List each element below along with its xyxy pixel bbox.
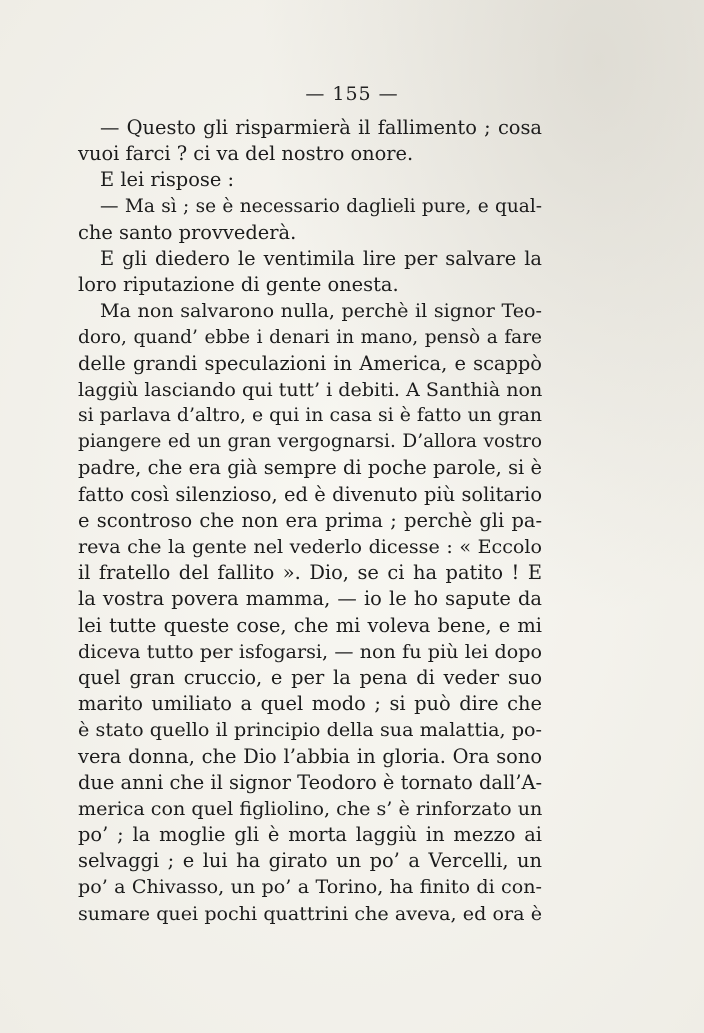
text-line: loro riputazione di gente onesta. bbox=[78, 273, 399, 297]
text-line: è stato quello il principio della sua malattia, po- bbox=[78, 718, 542, 742]
text-line: reva che la gente nel vederlo dicesse : « Eccolo bbox=[78, 535, 542, 558]
text-line: Ma non salvarono nulla, perchè il signor Teo- bbox=[100, 299, 542, 323]
text-line: laggiù lasciando qui tutt’ i debiti. A Santhià non bbox=[78, 377, 543, 401]
text-line: il fratello del fallito ». Dio, se ci ha patito ! E bbox=[78, 561, 542, 585]
text-line: e scontroso che non era prima ; perchè gli pa- bbox=[78, 508, 542, 532]
text-line: sumare quei pochi quattrini che aveva, ed ora è bbox=[78, 901, 542, 925]
text-line: marito umiliato a quel modo ; si può dire che bbox=[78, 692, 542, 716]
text-line: po’ a Chivasso, un po’ a Torino, ha finito di con- bbox=[78, 875, 542, 899]
text-line: fatto così silenzioso, ed è divenuto più solitario bbox=[78, 482, 542, 506]
text-line: due anni che il signor Teodoro è tornato dall’A- bbox=[78, 770, 543, 794]
text-line: po’ ; la moglie gli è morta laggiù in mezzo ai bbox=[78, 823, 542, 847]
text-line: la vostra povera mamma, — io le ho sapute da bbox=[78, 587, 542, 611]
text-line: delle grandi speculazioni in America, e scappò bbox=[78, 351, 542, 375]
page-number: — 155 — bbox=[305, 83, 399, 105]
text-line: — Questo gli risparmierà il fallimento ; cosa bbox=[100, 116, 542, 139]
text-line: lei tutte queste cose, che mi voleva bene, e mi bbox=[78, 613, 542, 637]
text-line: doro, quand’ ebbe i denari in mano, pensò a fare bbox=[78, 326, 542, 348]
text-line: E gli diedero le ventimila lire per salvare la bbox=[100, 246, 542, 270]
text-line: vera donna, che Dio l’abbia in gloria. Ora sono bbox=[78, 744, 542, 768]
text-line: — Ma sì ; se è necessario daglieli pure, e qual- bbox=[100, 195, 542, 217]
text-line: vuoi farci ? ci va del nostro onore. bbox=[78, 142, 414, 166]
text-line: si parlava d’altro, e qui in casa si è fatto un gran bbox=[78, 405, 542, 427]
text-line: E lei rispose : bbox=[100, 168, 234, 192]
text-line: quel gran cruccio, e per la pena di veder suo bbox=[78, 665, 542, 689]
text-line: che santo provvederà. bbox=[78, 220, 297, 244]
text-line: selvaggi ; e lui ha girato un po’ a Vercelli, un bbox=[78, 849, 542, 873]
text-line: piangere ed un gran vergognarsi. D’allora vostro bbox=[78, 431, 542, 453]
body-text bbox=[78, 115, 542, 927]
text-line: diceva tutto per isfogarsi, — non fu più lei dopo bbox=[78, 639, 542, 663]
text-line: padre, che era già sempre di poche parole, si è bbox=[78, 456, 542, 480]
text-line: merica con quel figliolino, che s’ è rinforzato un bbox=[78, 796, 543, 820]
